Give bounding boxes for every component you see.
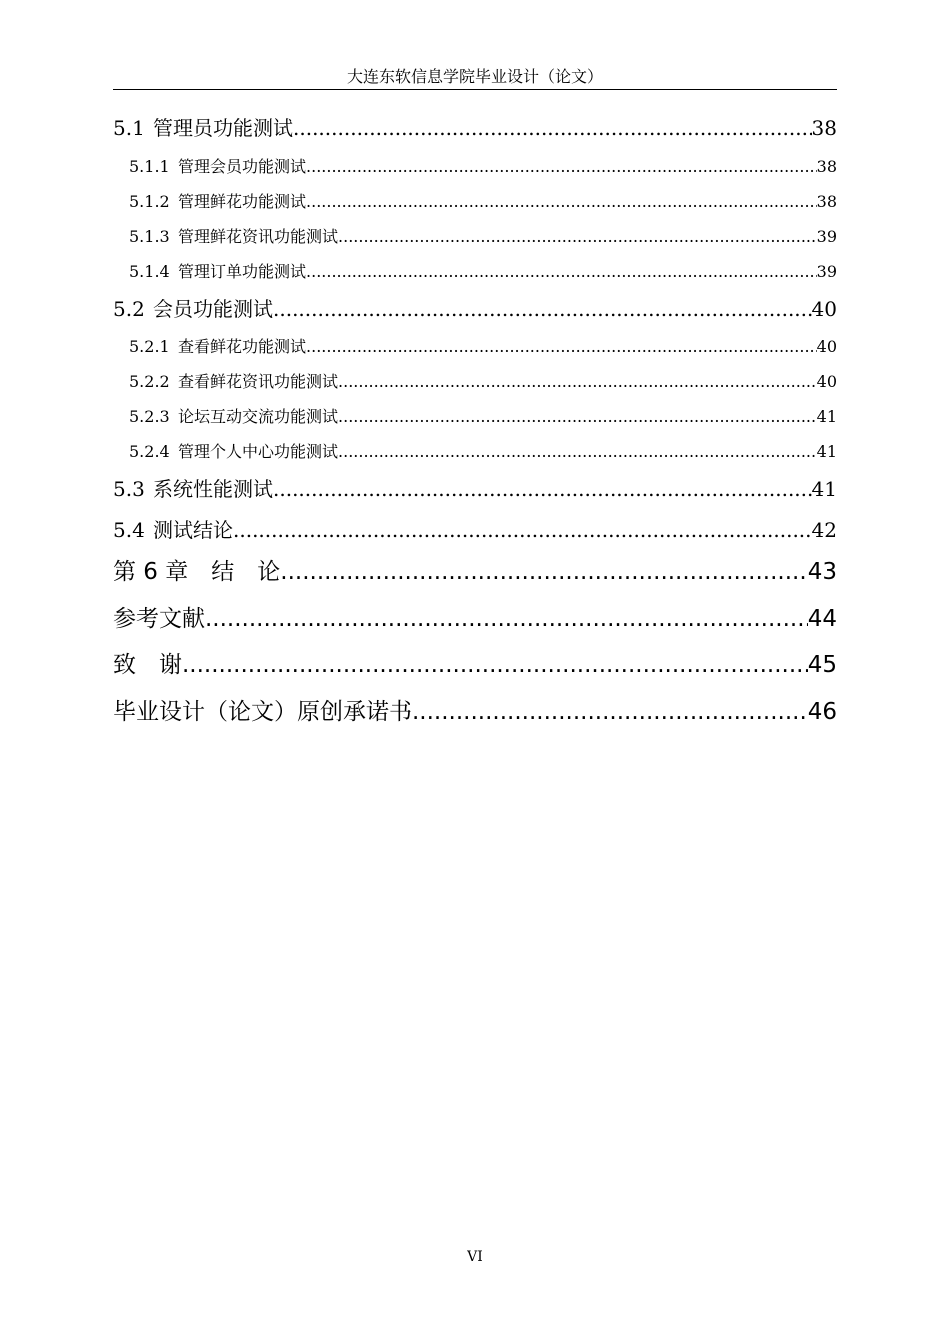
toc-entry-page: 39 [816, 227, 837, 246]
toc-dot-leader [306, 191, 817, 213]
toc-entry-number: 5.1.2 [129, 192, 170, 211]
toc-entry-title: 管理会员功能测试 [178, 157, 307, 176]
toc-entry-page: 40 [816, 372, 837, 391]
toc-entry-title: 系统性能测试 [153, 477, 273, 501]
toc-entry-page: 41 [811, 477, 837, 501]
toc-dot-leader [205, 603, 808, 635]
toc-entry-page: 44 [807, 606, 837, 632]
toc-entry-title: 查看鲜花资讯功能测试 [178, 372, 339, 391]
toc-entry-number: 5.1 [113, 116, 145, 140]
toc-entry-title: 管理个人中心功能测试 [178, 442, 339, 461]
toc-entry-number: 5.2.3 [129, 407, 170, 426]
toc-dot-leader [306, 156, 817, 178]
toc-dot-leader [306, 336, 817, 358]
toc-entry-number: 5.2.1 [129, 337, 170, 356]
toc-entry[interactable] [129, 191, 837, 213]
toc-entry-chapter[interactable] [113, 649, 837, 681]
toc-dot-leader [338, 371, 817, 393]
toc-entry-number: 5.3 [113, 477, 145, 501]
toc-dot-leader [306, 261, 817, 283]
toc-entry-page: 43 [807, 559, 837, 585]
toc-entry-page: 41 [816, 442, 837, 461]
toc-dot-leader [233, 516, 812, 544]
toc-dot-leader [273, 295, 812, 323]
toc-entry-page: 38 [811, 116, 837, 140]
toc-entry-page: 38 [816, 192, 837, 211]
running-header: 大连东软信息学院毕业设计（论文） [346, 67, 603, 86]
toc-entry-chapter[interactable] [113, 603, 837, 635]
toc-entry-title: 测试结论 [153, 518, 233, 542]
page-number: VI [467, 1249, 483, 1265]
toc-entry-number: 5.1.3 [129, 227, 170, 246]
toc-entry-title: 参考文献 [113, 606, 205, 632]
toc-dot-leader [338, 406, 817, 428]
toc-dot-leader [293, 114, 812, 142]
toc-entry-title: 毕业设计（论文）原创承诺书 [113, 699, 412, 725]
toc-entry[interactable] [113, 114, 837, 142]
toc-entry[interactable] [113, 475, 837, 503]
toc-entry-chapter[interactable] [113, 556, 837, 588]
toc-entry-title: 管理鲜花功能测试 [178, 192, 307, 211]
toc-entry-number: 5.2.2 [129, 372, 170, 391]
toc-entry[interactable] [113, 295, 837, 323]
toc-entry[interactable] [129, 441, 837, 463]
toc-entry[interactable] [129, 406, 837, 428]
toc-entry-title: 管理订单功能测试 [178, 262, 307, 281]
toc-entry[interactable] [129, 156, 837, 178]
toc-entry-title: 管理鲜花资讯功能测试 [178, 227, 339, 246]
toc-dot-leader [338, 441, 817, 463]
toc-entry-number: 5.4 [113, 518, 145, 542]
toc-dot-leader [412, 696, 808, 728]
toc-entry-number: 5.1.1 [129, 157, 170, 176]
toc-dot-leader [182, 649, 808, 681]
toc-entry-page: 41 [816, 407, 837, 426]
toc-entry[interactable] [129, 336, 837, 358]
toc-entry-title: 查看鲜花功能测试 [178, 337, 307, 356]
toc-entry-title: 致 谢 [113, 652, 182, 678]
toc-entry-page: 39 [816, 262, 837, 281]
toc-entry-page: 42 [811, 518, 837, 542]
toc-entry-page: 45 [807, 652, 837, 678]
header-rule [113, 89, 837, 90]
toc-entry-page: 38 [816, 157, 837, 176]
toc-entry-number: 5.1.4 [129, 262, 170, 281]
toc-entry-number: 5.2.4 [129, 442, 170, 461]
toc-entry[interactable] [113, 516, 837, 544]
toc-entry-page: 46 [807, 699, 837, 725]
toc-dot-leader [338, 226, 817, 248]
toc-entry-page: 40 [811, 297, 837, 321]
toc-entry-number: 5.2 [113, 297, 145, 321]
toc-entry-title: 论坛互动交流功能测试 [178, 407, 339, 426]
toc-entry-title: 第 6 章 结 论 [113, 559, 281, 585]
toc-dot-leader [273, 475, 812, 503]
toc-entry[interactable] [129, 226, 837, 248]
toc-entry[interactable] [129, 371, 837, 393]
toc-entry-chapter[interactable] [113, 696, 837, 728]
toc-entry-title: 会员功能测试 [153, 297, 273, 321]
toc-entry-page: 40 [816, 337, 837, 356]
toc-entry-title: 管理员功能测试 [153, 116, 293, 140]
toc-entry[interactable] [129, 261, 837, 283]
toc-dot-leader [280, 556, 807, 588]
